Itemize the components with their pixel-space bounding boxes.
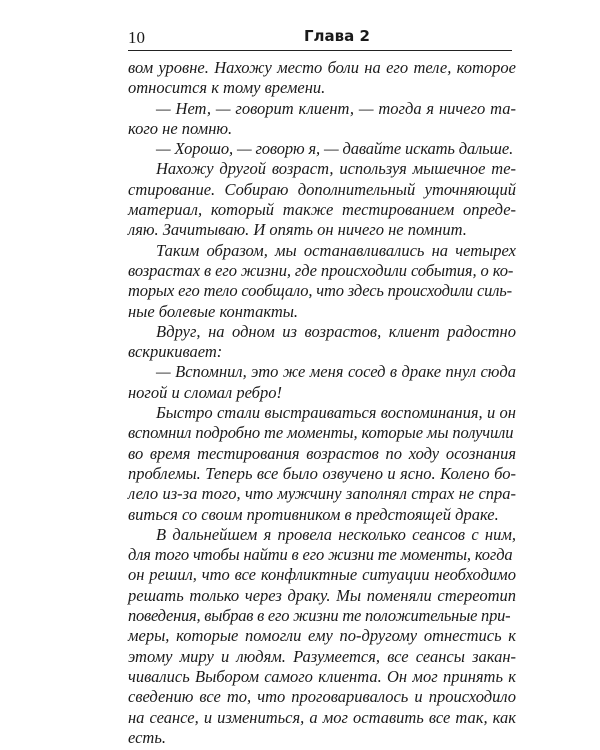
text-line: — Нет, — говорит клиент, — тогда я ничего та- bbox=[156, 98, 516, 118]
text-line: на сеансе, и измениться, а мог оставить все так, как bbox=[128, 707, 516, 727]
text-line: решать только через драку. Мы поменяли стереотип bbox=[128, 585, 516, 605]
text-line: вскрикивает: bbox=[128, 342, 223, 362]
text-line: чивались Выбором самого клиента. Он мог принять к bbox=[128, 666, 516, 686]
text-line: — Хорошо, — говорю я, — давайте искать дальше. bbox=[156, 139, 514, 159]
text-line: кого не помню. bbox=[128, 118, 233, 138]
text-line: ногой и сломал ребро! bbox=[128, 382, 282, 402]
chapter-title: Глава 2 bbox=[304, 27, 370, 45]
text-line: поведения, выбрав в его жизни те положительные при- bbox=[128, 606, 511, 626]
text-line: Вдруг, на одном из возрастов, клиент радостно bbox=[156, 321, 516, 341]
text-line: вспомнил подробно те моменты, которые мы получили bbox=[128, 423, 514, 443]
text-line: — Вспомнил, это же меня сосед в драке пнул сюда bbox=[156, 362, 517, 382]
running-header bbox=[128, 24, 512, 54]
text-line: ляю. Зачитываю. И опять он ничего не помнит. bbox=[128, 220, 467, 240]
text-line: проблемы. Теперь все было озвучено и ясно. Колено бо- bbox=[128, 463, 516, 483]
text-line: Таким образом, мы останавливались на четырех bbox=[156, 240, 516, 260]
text-line: меры, которые помогли ему по-другому отнестись к bbox=[128, 626, 517, 646]
text-line: сведению все то, что проговаривалось и происходило bbox=[128, 687, 516, 707]
text-line: лело из-за того, что мужчину заполнял страх не спра- bbox=[128, 484, 517, 504]
text-line: этому миру и людям. Разумеется, все сеансы закан- bbox=[128, 646, 517, 666]
text-line: он решил, что все конфликтные ситуации необходимо bbox=[128, 565, 516, 585]
body-text bbox=[128, 58, 516, 748]
text-line: В дальнейшем я провела несколько сеансов с ним, bbox=[156, 524, 517, 544]
text-line: Быстро стали выстраиваться воспоминания, и он bbox=[156, 403, 516, 423]
text-line: Нахожу другой возраст, используя мышечное те- bbox=[156, 159, 517, 179]
text-line: возрастах в его жизни, где происходили события, о ко- bbox=[128, 260, 514, 280]
text-line: торых его тело сообщало, что здесь происходили силь- bbox=[128, 281, 512, 301]
text-line: вом уровне. Нахожу место боли на его теле, которое bbox=[128, 58, 516, 77]
text-line: во время тестирования возрастов по ходу осознания bbox=[128, 443, 517, 463]
text-line: ные болевые контакты. bbox=[128, 301, 299, 321]
page-number: 10 bbox=[128, 28, 145, 47]
text-line: для того чтобы найти в его жизни те моменты, когда bbox=[128, 545, 513, 565]
text-line: виться со своим противником в предстоящей драке. bbox=[128, 504, 499, 524]
text-line: есть. bbox=[128, 727, 166, 747]
text-line: стирование. Собираю дополнительный уточняющий bbox=[128, 179, 516, 199]
text-line: относится к тому времени. bbox=[128, 78, 326, 98]
header-rule bbox=[128, 50, 512, 51]
text-line: материал, который также тестированием опреде- bbox=[128, 200, 517, 220]
